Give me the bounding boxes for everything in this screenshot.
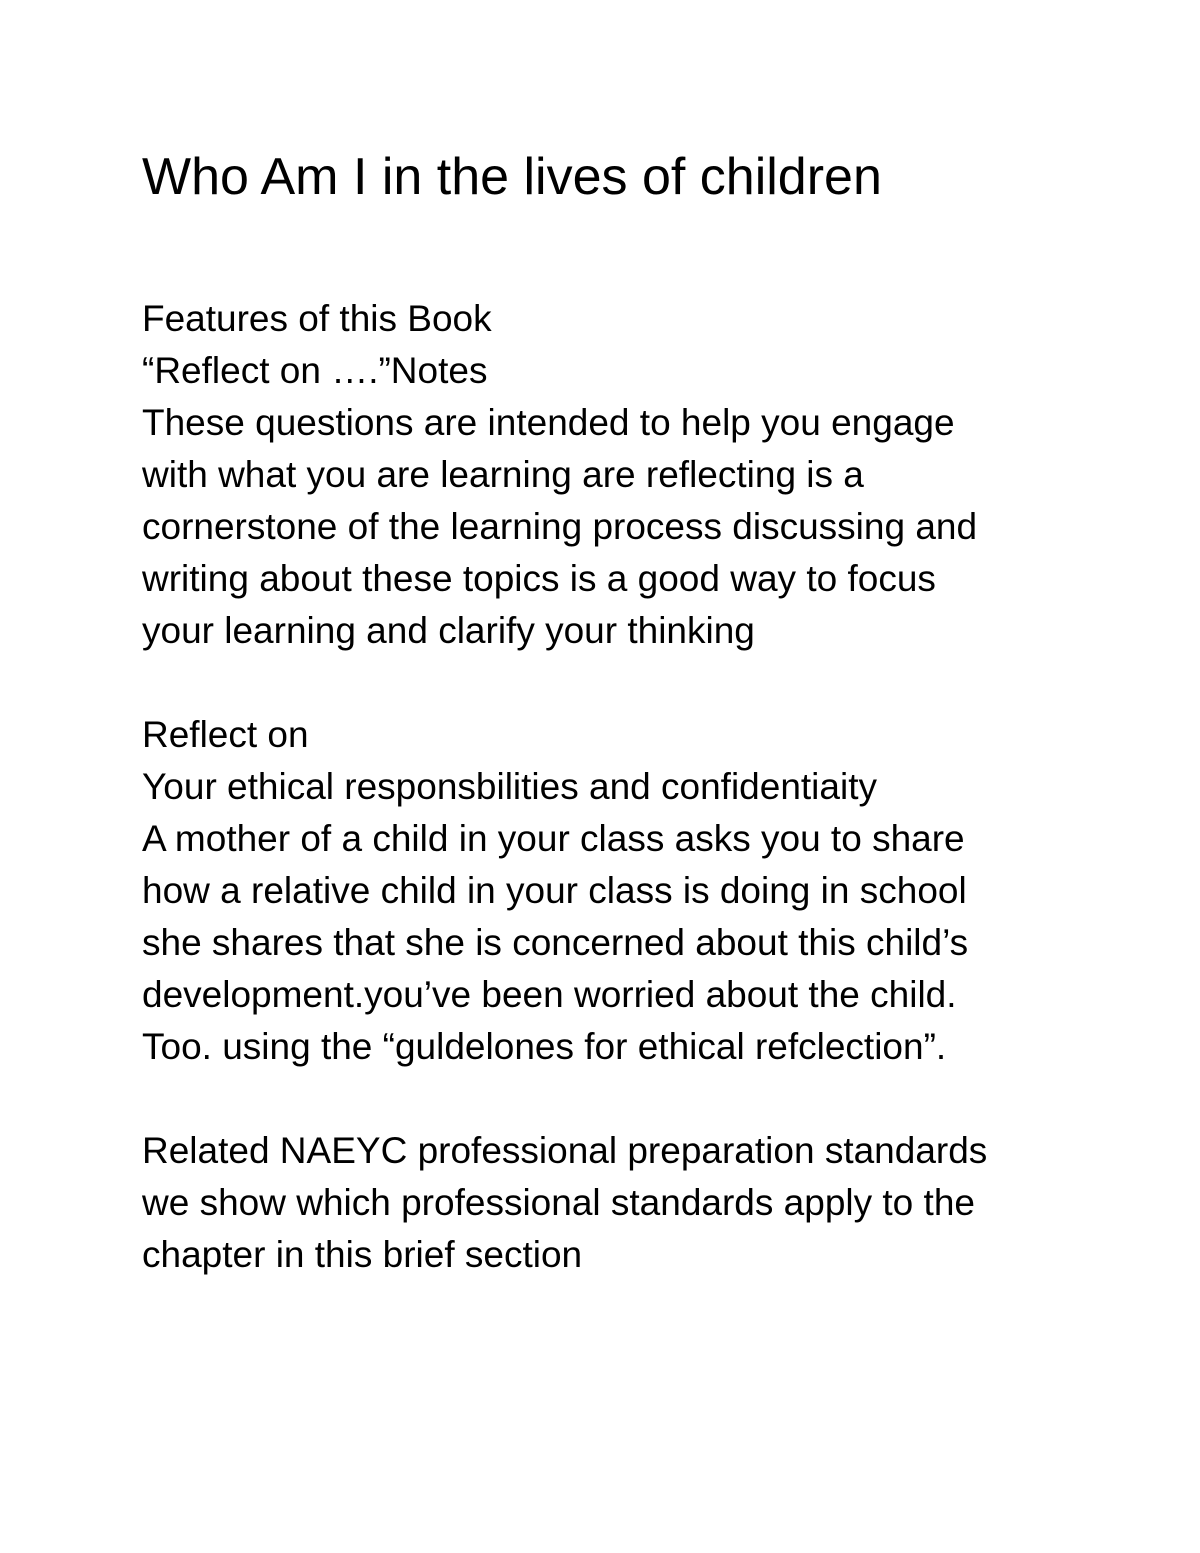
section-heading-features: Features of this Book <box>142 298 492 339</box>
paragraph-line: how a relative child in your class is doing in school <box>142 870 967 911</box>
features-section <box>142 293 1102 657</box>
paragraph-line: cornerstone of the learning process discussing and <box>142 506 978 547</box>
paragraph-line: she shares that she is concerned about this child’s <box>142 922 969 963</box>
page-title: Who Am I in the lives of children <box>142 148 882 206</box>
reflect-on-section <box>142 709 1102 1073</box>
paragraph-line: with what you are learning are reflecting is a <box>142 454 864 495</box>
paragraph-line: we show which professional standards apply to the <box>142 1182 975 1223</box>
paragraph-line: Too. using the “guldelones for ethical refclection”. <box>142 1026 947 1067</box>
subheading-ethical-responsibilities: Your ethical responsbilities and confidentiaity <box>142 766 877 807</box>
paragraph-line: A mother of a child in your class asks you to share <box>142 818 965 859</box>
subheading-reflect-notes: “Reflect on ….”Notes <box>142 350 488 391</box>
paragraph-line: your learning and clarify your thinking <box>142 610 755 651</box>
paragraph-line: development.you’ve been worried about the child. <box>142 974 957 1015</box>
section-heading-naeyc: Related NAEYC professional preparation standards <box>142 1130 988 1171</box>
section-heading-reflect-on: Reflect on <box>142 714 309 755</box>
paragraph-line: These questions are intended to help you engage <box>142 402 955 443</box>
naeyc-standards-section <box>142 1125 1102 1281</box>
paragraph-line: writing about these topics is a good way to focus <box>142 558 936 599</box>
paragraph-line: chapter in this brief section <box>142 1234 583 1275</box>
